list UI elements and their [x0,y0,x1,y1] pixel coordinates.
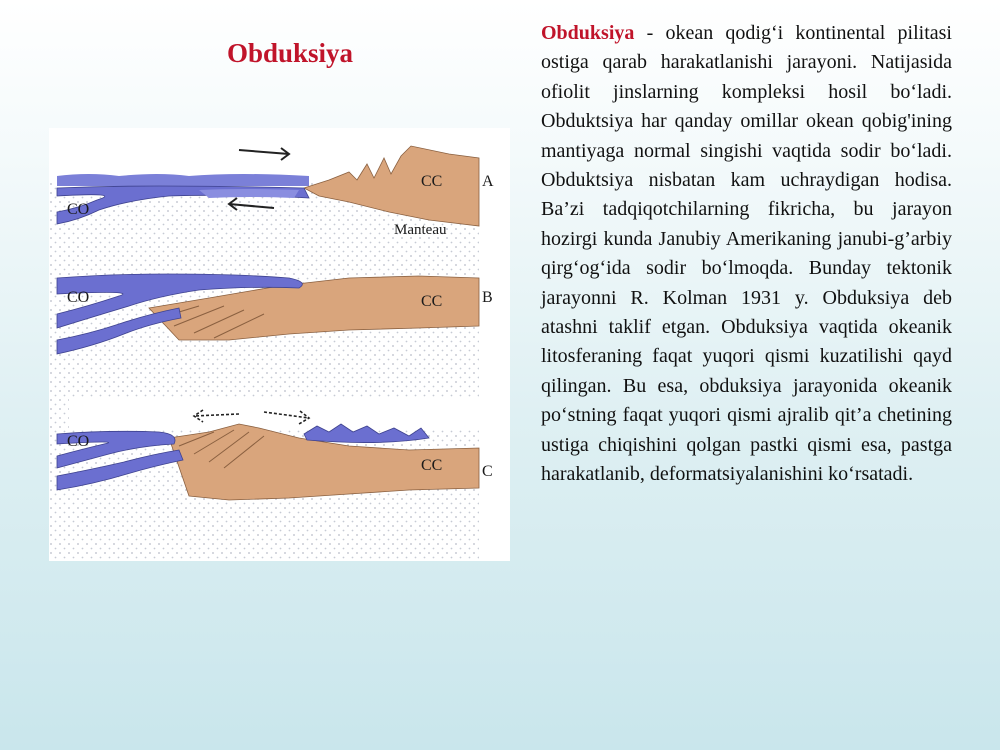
panel-c-co-label: CO [67,433,90,450]
panel-b-cc-label: CC [421,293,443,310]
mantle-background [49,183,479,561]
panel-c-letter: C [482,463,493,480]
panel-a-co-label: CO [67,201,90,218]
slide-title: Obduksiya [226,38,354,68]
definition-paragraph [541,19,952,490]
panel-b-letter: B [482,289,493,306]
obduction-diagram [49,128,510,561]
mantle-label: Manteau [394,222,447,238]
panel-b-co-label: CO [67,289,90,306]
panel-c-cc-label: CC [421,457,443,474]
panel-a-ocean-water [57,174,309,186]
panel-a-thrust-slice [199,189,299,198]
panel-a-letter: A [482,173,494,190]
panel-a-cc-label: CC [421,173,443,190]
definition-text: - okean qodig‘i kontinental pilitasi ostiga qarab harakatlanishi jarayoni. Natijasida ofiolit jinslarning kompleksi hosil bo‘ladi. Obduktsiya har qanday omillar okean qobig'ining mantiyaga normal singishi vaqtida sodir bo‘ladi. Obduktsiya nisbatan kam uchraydigan hodisa. Ba’zi tadqiqotchilarning fikricha, bu jarayon hozirgi kunda Janubiy Amerikaning janubi-g’arbiy qirg‘og‘ida sodir bo‘lmoqda. Bunday tektonik jarayonni R. Kolman 1931 y. Obduksiya deb atashni taklif etgan. Obduksiya vaqtida okeanik litosferaning faqat yuqori qismi kuzatilishi qayd qilingan. Bu esa, obduksiya jarayonida okeanik po‘stning faqat yuqori qismi ajralib qit’a chetining ustiga chiqishini qolgan pastki qismi esa, pastga harakatlanib, deformatsiyalanishini ko‘rsatadi. [541,22,952,486]
term-highlight: Obduksiya [541,22,635,44]
